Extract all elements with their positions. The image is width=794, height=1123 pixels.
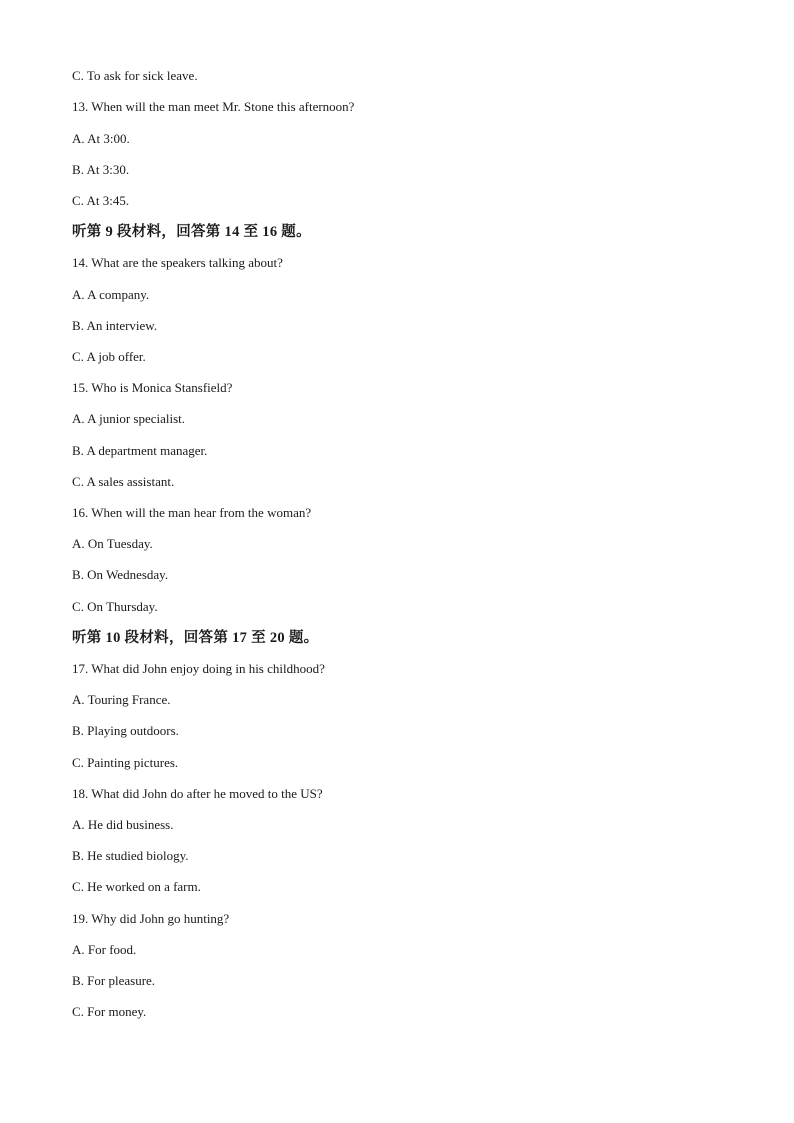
- question-14: 14. What are the speakers talking about?: [72, 255, 283, 270]
- option-17a: A. Touring France.: [72, 692, 171, 707]
- option-12c: C. To ask for sick leave.: [72, 68, 198, 83]
- question-19: 19. Why did John go hunting?: [72, 911, 230, 926]
- option-14c: C. A job offer.: [72, 349, 146, 364]
- option-18c: C. He worked on a farm.: [72, 879, 201, 894]
- option-16c: C. On Thursday.: [72, 599, 158, 614]
- option-15b: B. A department manager.: [72, 443, 208, 458]
- question-16: 16. When will the man hear from the woman?: [72, 505, 312, 520]
- option-19c: C. For money.: [72, 1004, 147, 1019]
- option-13c: C. At 3:45.: [72, 193, 130, 208]
- option-14b: B. An interview.: [72, 318, 158, 333]
- option-16a: A. On Tuesday.: [72, 536, 153, 551]
- option-19b: B. For pleasure.: [72, 973, 156, 988]
- option-18b: B. He studied biology.: [72, 848, 189, 863]
- question-13: 13. When will the man meet Mr. Stone this afternoon?: [72, 99, 355, 114]
- option-14a: A. A company.: [72, 287, 150, 302]
- question-17: 17. What did John enjoy doing in his childhood?: [72, 661, 325, 676]
- option-15a: A. A junior specialist.: [72, 411, 186, 426]
- question-18: 18. What did John do after he moved to the US?: [72, 786, 323, 801]
- option-15c: C. A sales assistant.: [72, 474, 175, 489]
- option-18a: A. He did business.: [72, 817, 174, 832]
- option-13b: B. At 3:30.: [72, 162, 130, 177]
- question-15: 15. Who is Monica Stansfield?: [72, 380, 233, 395]
- option-13a: A. At 3:00.: [72, 131, 130, 146]
- option-17c: C. Painting pictures.: [72, 755, 179, 770]
- option-16b: B. On Wednesday.: [72, 567, 169, 582]
- option-17b: B. Playing outdoors.: [72, 723, 179, 738]
- option-19a: A. For food.: [72, 942, 137, 957]
- section-heading-10: 听第 10 段材料，回答第 17 至 20 题。: [72, 630, 319, 646]
- section-heading-9: 听第 9 段材料，回答第 14 至 16 题。: [72, 224, 311, 240]
